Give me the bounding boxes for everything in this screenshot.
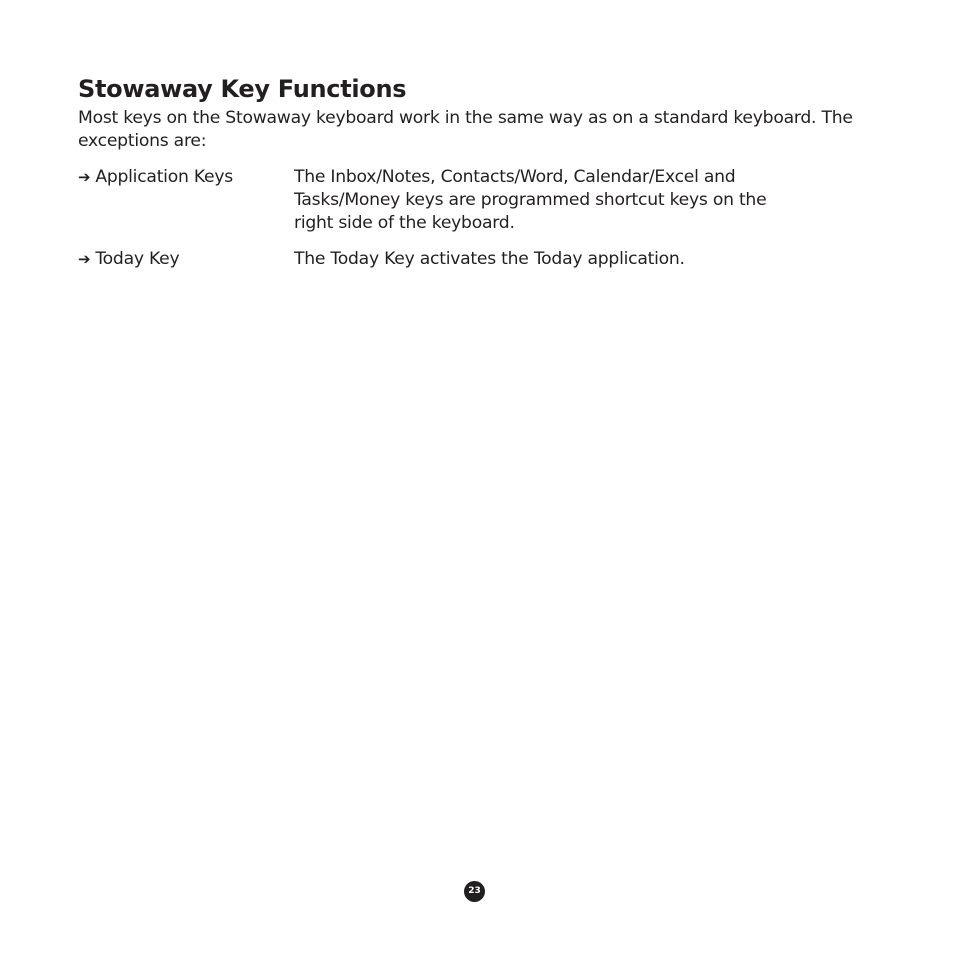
- exceptions-list: [78, 166, 878, 284]
- term-description: The Today Key activates the Today application.: [294, 249, 685, 269]
- arrow-right-icon: ➔: [78, 250, 91, 268]
- page-title: Stowaway Key Functions: [78, 75, 407, 103]
- term: [78, 248, 294, 271]
- arrow-right-icon: ➔: [78, 168, 91, 186]
- list-item-today-key: [78, 248, 878, 271]
- term-label: Today Key: [95, 249, 180, 269]
- intro-paragraph: Most keys on the Stowaway keyboard work in the same way as on a standard keyboard. The exceptions are:: [78, 108, 853, 151]
- term: [78, 166, 294, 235]
- term-description: The Inbox/Notes, Contacts/Word, Calendar/Excel and Tasks/Money keys are programmed shortcut keys on the right side of the keyboard.: [294, 167, 767, 233]
- page-number-badge: 23: [464, 881, 485, 902]
- list-item-application-keys: [78, 166, 878, 235]
- term-label: Application Keys: [95, 167, 233, 187]
